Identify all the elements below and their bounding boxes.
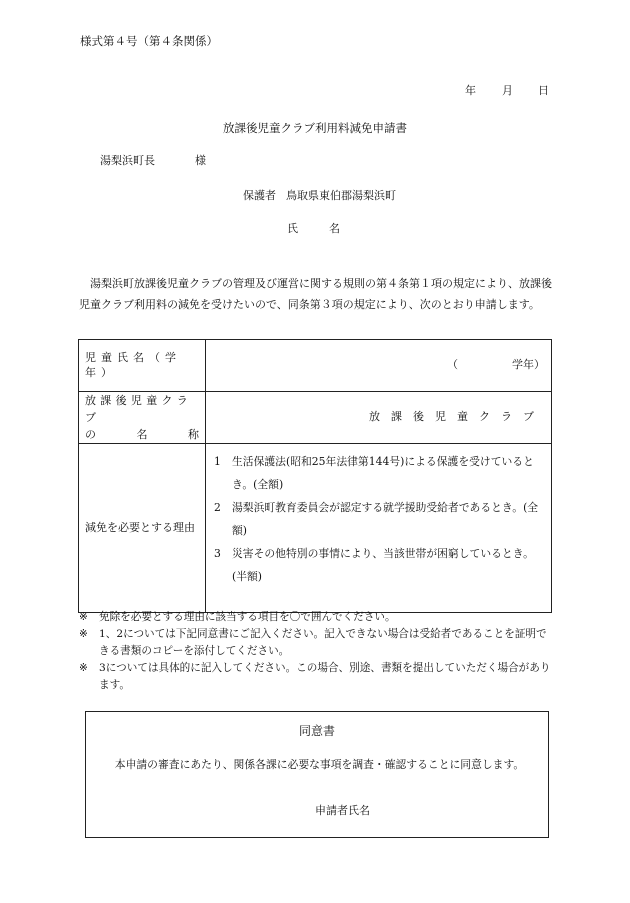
table-row-reason xyxy=(79,444,552,613)
club-name-label-line2 xyxy=(85,426,199,443)
note-mark: ※ xyxy=(79,662,88,674)
consent-title: 同意書 xyxy=(298,724,335,738)
grade-open-paren: （ xyxy=(447,358,458,372)
consent-box xyxy=(85,711,549,838)
date-month-label: 月 xyxy=(502,84,513,97)
club-name-field[interactable]: 放課後児童クラブ xyxy=(206,392,552,444)
note-item xyxy=(79,609,555,626)
note-mark: ※ xyxy=(79,628,88,640)
club-name-label-line1: 放課後児童クラブ xyxy=(85,394,193,424)
guardian-address-line xyxy=(243,189,396,203)
child-name-field[interactable] xyxy=(206,340,552,392)
note-item xyxy=(79,626,555,660)
guardian-label: 保護者 xyxy=(243,189,276,202)
reason-options xyxy=(206,444,552,613)
guardian-name-label: 氏 名 xyxy=(287,222,350,235)
grade-close-label: 学年） xyxy=(512,358,545,372)
club-name-label xyxy=(79,392,206,444)
reason-option-1[interactable] xyxy=(214,450,545,496)
reason-option-2[interactable] xyxy=(214,496,545,542)
reason-text: 湯梨浜町教育委員会が認定する就学援助受給者であるとき。(全額) xyxy=(232,501,539,537)
reason-number: 3 xyxy=(214,547,221,560)
reason-option-3[interactable] xyxy=(214,542,545,588)
reason-label: 減免を必要とする理由 xyxy=(79,444,206,613)
application-body-text: 湯梨浜町放課後児童クラブの管理及び運営に関する規則の第４条第１項の規定により、放課後児童クラブ利用料の減免を受けたいので、同条第３項の規定により、次のとおり申請します。 xyxy=(79,277,552,311)
table-row-club-name xyxy=(79,392,552,444)
club-label-char: 名 xyxy=(136,428,148,441)
note-text: 免除を必要とする理由に該当する項目を〇で囲んでください。 xyxy=(99,611,396,623)
reason-text: 生活保護法(昭和25年法律第144号)による保護を受けているとき。(全額) xyxy=(232,455,534,491)
note-text: 1、2については下記同意書にご記入ください。記入できない場合は受給者であることを証明できる書類のコピーを添付してください。 xyxy=(99,628,547,657)
note-item xyxy=(79,660,555,694)
child-name-label: 児童氏名（学年） xyxy=(79,340,206,392)
note-text: 3については具体的に記入してください。この場合、別途、書類を提出していただく場合があります。 xyxy=(99,662,551,691)
consent-text: 本申請の審査にあたり、関係各課に必要な事項を調査・確認することに同意します。 xyxy=(104,758,525,771)
club-label-char: の xyxy=(85,428,96,441)
date-year-label: 年 xyxy=(465,84,476,97)
addressee-honorific: 様 xyxy=(195,154,206,167)
reason-text: 災害その他特別の事情により、当該世帯が困窮しているとき。(半額) xyxy=(232,547,534,583)
application-table xyxy=(78,339,552,613)
form-number: 様式第４号（第４条関係） xyxy=(80,34,218,48)
guardian-address: 鳥取県東伯郡湯梨浜町 xyxy=(286,189,396,202)
club-label-char: 称 xyxy=(188,428,199,441)
addressee-name: 湯梨浜町長 xyxy=(100,154,155,167)
table-row-child-name xyxy=(79,340,552,392)
applicant-name-label[interactable]: 申請者氏名 xyxy=(315,804,370,817)
date-day-label: 日 xyxy=(538,84,549,97)
notes xyxy=(79,609,555,694)
note-mark: ※ xyxy=(79,611,88,623)
addressee xyxy=(100,154,206,168)
reason-number: 2 xyxy=(214,501,221,514)
reason-number: 1 xyxy=(214,455,221,468)
document-title: 放課後児童クラブ利用料減免申請書 xyxy=(223,121,407,135)
